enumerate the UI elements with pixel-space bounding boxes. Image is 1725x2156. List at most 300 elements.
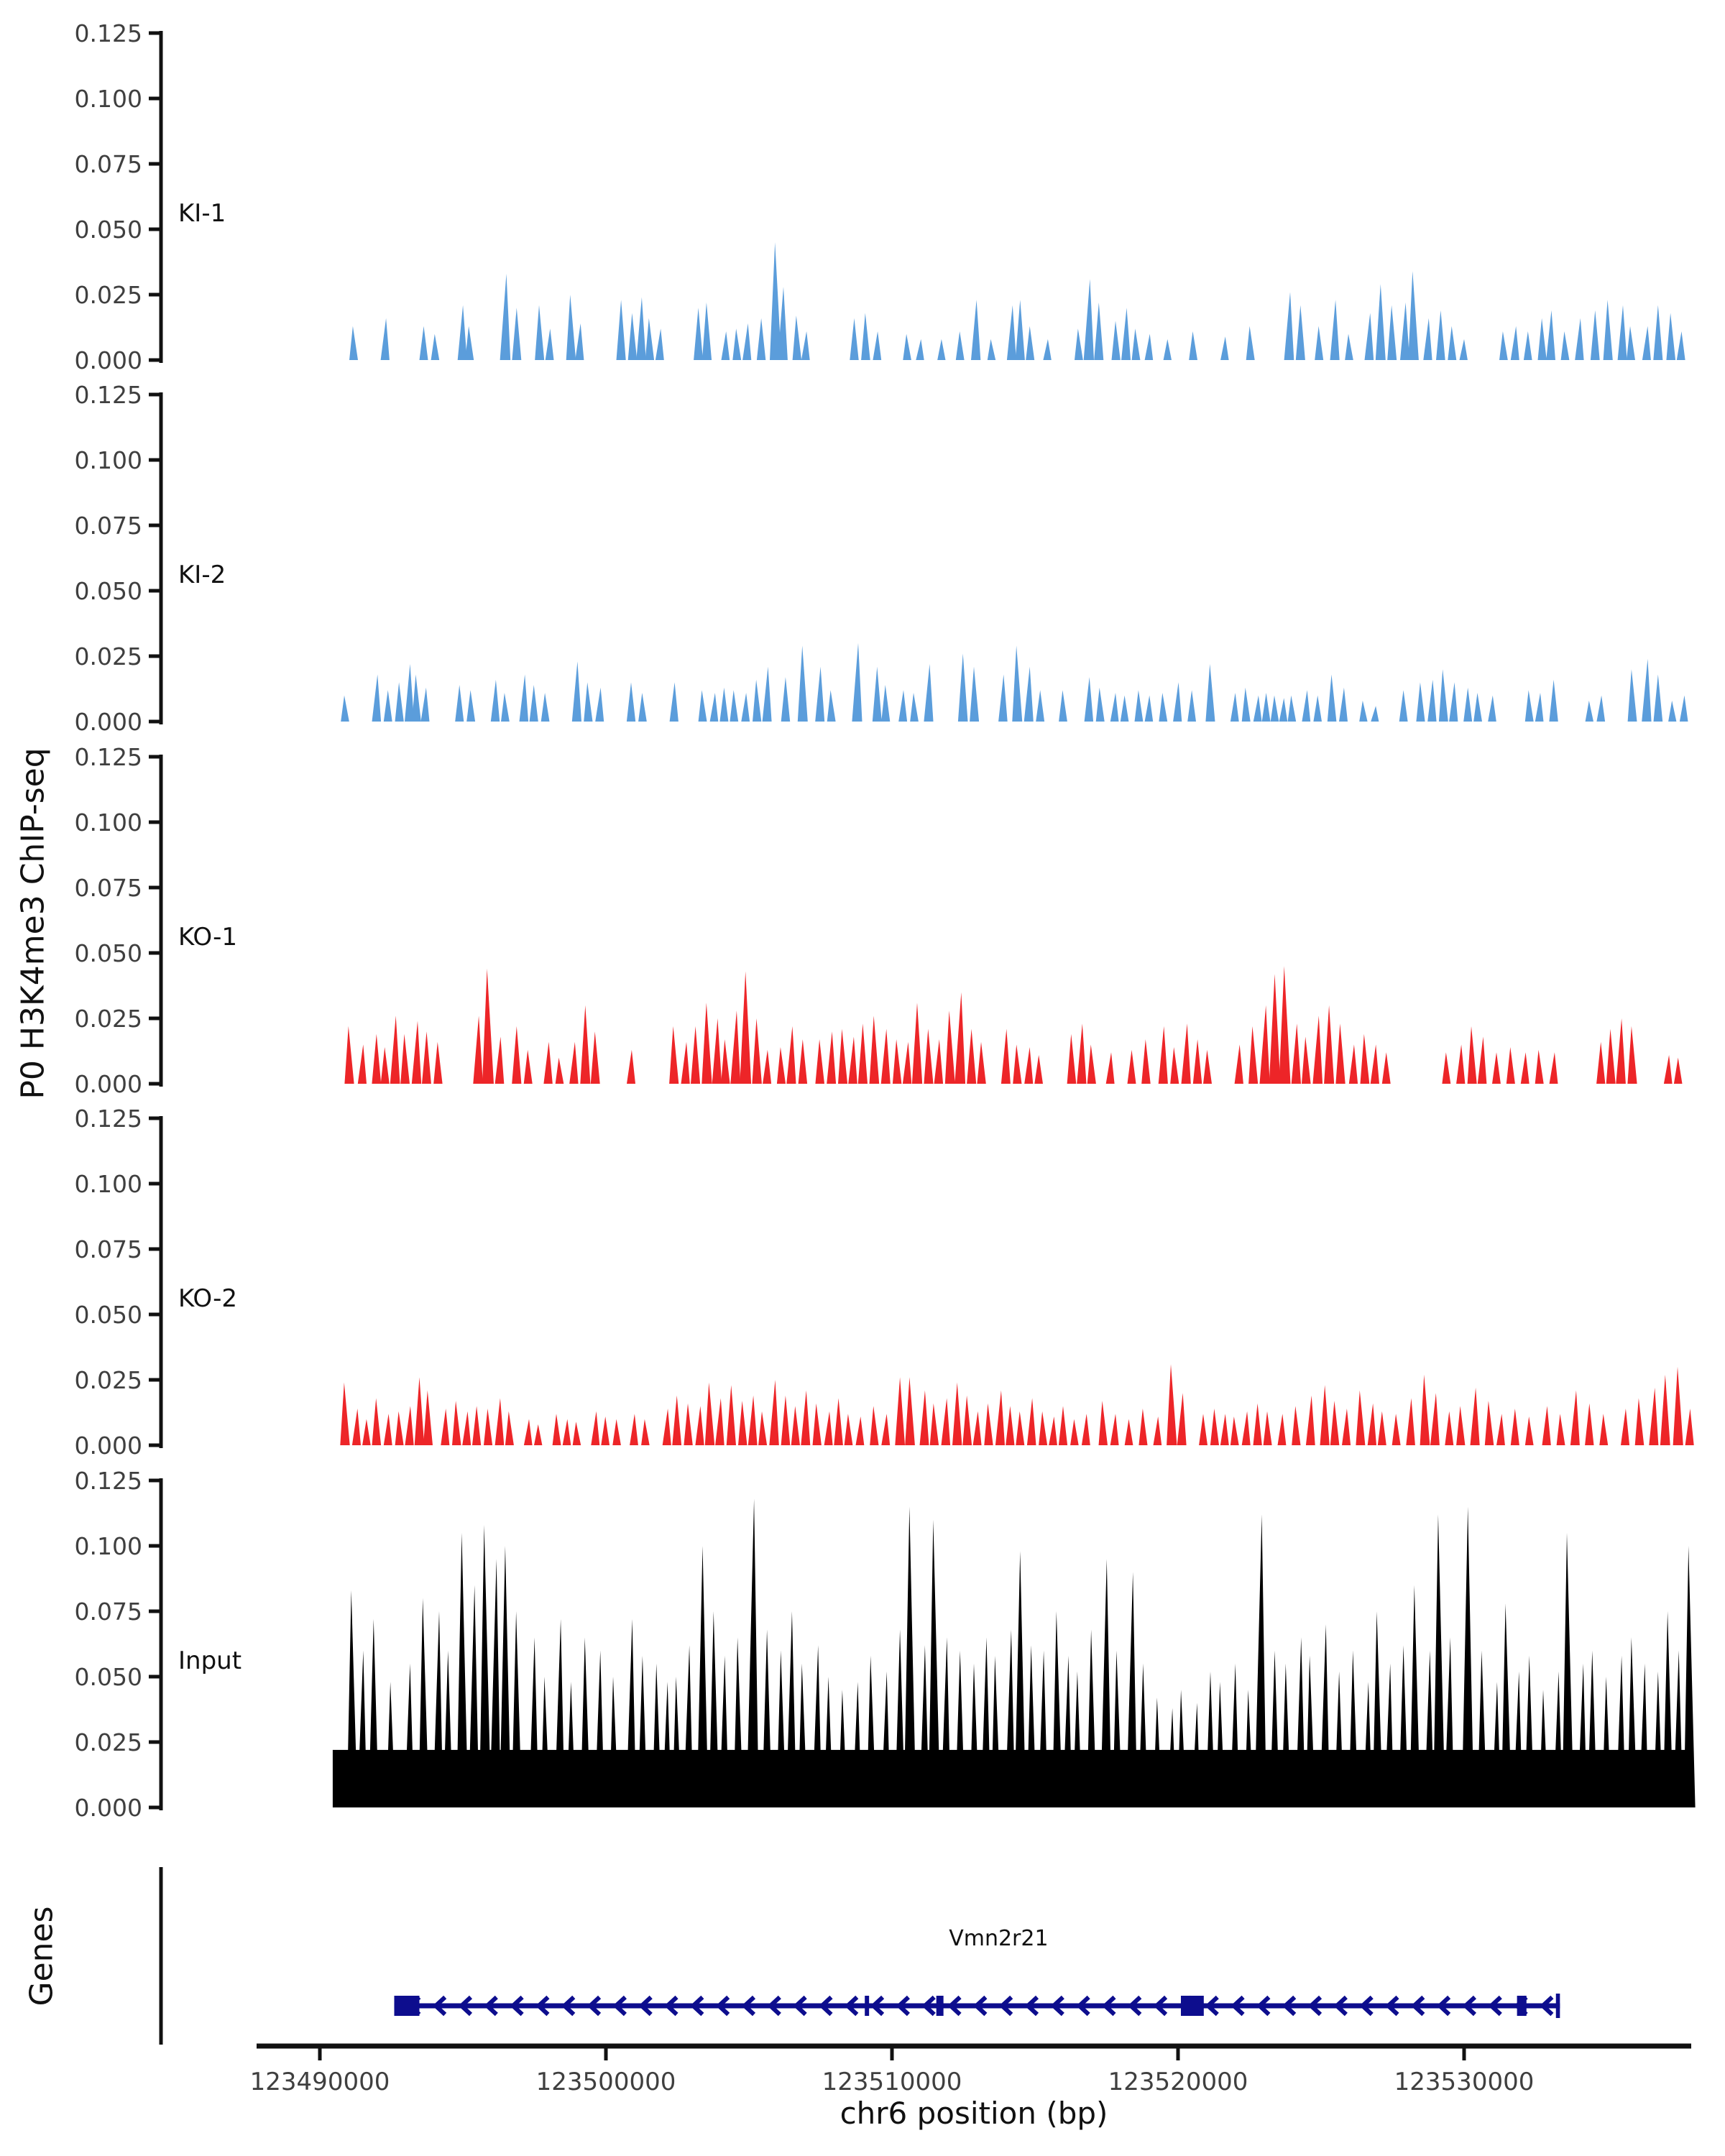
signal-peak [781,677,791,722]
y-tick-label: 0.100 [74,808,142,837]
signal-peak [827,1031,836,1084]
signal-peak [1546,310,1555,360]
signal-peak [1456,1406,1465,1445]
signal-peak [347,1590,358,1807]
signal-peak [1167,1364,1177,1445]
signal-peak [482,969,494,1084]
signal-peak [535,305,544,360]
y-tick-label: 0.000 [74,1070,142,1098]
signal-peak [1642,326,1651,360]
signal-peak [741,693,750,722]
signal-peak [1128,1050,1136,1084]
signal-peak [1110,693,1119,722]
signal-peak [1264,1411,1272,1445]
signal-peak [753,680,761,722]
gene-name-label: Vmn2r21 [949,1926,1049,1951]
signal-peak [958,653,968,722]
signal-peak [656,328,664,360]
signal-peak [1135,690,1144,722]
signal-peak [916,339,924,360]
signal-peak [719,1656,729,1807]
signal-peak [1084,279,1094,360]
signal-peak [1193,1039,1202,1084]
signal-peak [752,1018,762,1084]
signal-peak [1549,680,1558,722]
signal-peak [786,1611,796,1807]
signal-peak [812,1645,822,1807]
signal-peak [495,1037,505,1084]
signal-peak [710,693,719,722]
signal-peak [372,1034,381,1084]
signal-track-KI-1 [75,19,1685,374]
y-tick-label: 0.125 [74,381,142,409]
signal-peak [652,1664,661,1807]
signal-peak [1485,1401,1494,1445]
signal-peak [1330,300,1340,360]
signal-peak [575,323,584,360]
signal-peak [929,1520,941,1807]
signal-peak [1132,328,1141,360]
signal-peak [1588,1651,1597,1807]
signal-peak [1016,1411,1024,1445]
signal-peak [1254,1514,1266,1807]
signal-peak [1230,1416,1239,1445]
signal-peak [390,1015,400,1084]
signal-peak [1230,1664,1239,1807]
signal-peak [465,326,474,360]
signal-peak [645,318,654,360]
signal-peak [1254,1404,1262,1445]
signal-peak [546,328,554,360]
signal-peak [1210,1409,1219,1445]
signal-peak [776,1651,786,1807]
signal-peak [845,1414,853,1445]
signal-peak [1468,1026,1477,1084]
signal-peak [1005,1630,1015,1808]
signal-peak [742,323,751,360]
signal-peak [362,1419,371,1445]
signal-peak [1242,1411,1251,1445]
signal-peak [738,1401,748,1445]
signal-peak [1496,1414,1505,1445]
signal-peak [824,1677,833,1807]
signal-peak [1445,1411,1453,1445]
y-tick-label: 0.100 [74,446,142,474]
signal-peak [372,1399,382,1446]
signal-peak [824,1411,833,1445]
y-tick-label: 0.050 [74,939,142,967]
signal-peak [763,1050,771,1084]
signal-peak [500,1546,511,1807]
signal-peak [431,334,440,360]
signal-peak [1245,1690,1254,1807]
signal-peak [712,1018,722,1084]
signal-peak [672,1396,681,1445]
signal-peak [1492,1682,1501,1807]
signal-peak [1586,701,1593,722]
y-tick-label: 0.125 [74,743,142,771]
signal-peak [898,690,907,722]
signal-peak [341,696,349,722]
signal-peak [466,690,475,722]
signal-peak [573,1422,581,1445]
signal-peak [630,1414,638,1445]
signal-peak [791,1406,800,1445]
signal-peak [1596,1042,1605,1084]
signal-peak [1521,1052,1530,1084]
signal-peak [1027,1645,1037,1807]
exon-box [865,1996,869,2016]
signal-peak [1578,1664,1587,1807]
signal-peak [1106,1052,1115,1084]
signal-peak [838,1690,847,1807]
signal-peak [1173,682,1182,722]
signal-peak [1635,1399,1644,1446]
signal-peak [344,1026,354,1084]
y-tick-label: 0.050 [74,1663,142,1691]
signal-peak [1012,645,1022,722]
signal-peak [1312,1015,1322,1084]
signal-peak [1400,303,1409,360]
signal-peak [455,685,464,722]
signal-peak [1070,1419,1079,1445]
signal-peak [1182,1023,1191,1084]
signal-peak [1330,1401,1340,1445]
signal-peak [1460,339,1468,360]
signal-peak [1371,1044,1379,1084]
signal-peak [1348,1651,1358,1807]
signal-peak [534,1424,542,1445]
signal-peak [566,295,576,360]
signal-peak [484,1409,492,1445]
signal-peak [977,1042,985,1084]
signal-peak [381,1047,390,1084]
signal-peak [627,682,635,722]
y-tick-label: 0.050 [74,577,142,605]
signal-peak [1077,1023,1086,1084]
signal-peak [1599,1414,1608,1445]
signal-peak [418,1598,429,1807]
signal-peak [1059,690,1067,722]
signal-peak [1673,1651,1683,1807]
signal-peak [937,339,945,360]
signal-peak [1596,696,1605,722]
signal-peak [727,1385,736,1445]
signal-peak [1014,1551,1026,1807]
signal-peak [1027,1399,1036,1446]
signal-peak [1392,1414,1401,1445]
signal-peak [601,1416,610,1445]
signal-peak [423,1391,433,1445]
signal-peak [400,1034,410,1084]
signal-peak [405,1406,413,1445]
signal-peak [1492,1052,1501,1084]
signal-peak [1557,1414,1565,1445]
signal-peak [740,972,751,1084]
signal-peak [1001,1029,1011,1084]
signal-peak [905,1377,915,1445]
y-tick-label: 0.000 [74,1432,142,1460]
signal-peak [1006,1406,1014,1445]
signal-peak [1621,1409,1629,1445]
signal-peak [1674,1058,1683,1084]
signal-peak [500,274,511,360]
signal-peak [1154,1416,1162,1445]
signal-peak [702,1003,712,1084]
signal-peak [1164,339,1172,360]
signal-peak [684,1645,694,1807]
signal-peak [566,1682,576,1807]
signal-peak [580,1005,590,1084]
signal-peak [1677,331,1685,360]
signal-peak [1024,1047,1033,1084]
signal-peak [904,1506,916,1807]
signal-peak [543,1042,552,1084]
signal-peak [856,1416,865,1445]
signal-peak [1423,318,1432,360]
signal-peak [1306,1656,1315,1807]
signal-peak [984,1404,993,1445]
signal-peak [1039,1411,1047,1445]
signal-peak [563,1419,571,1445]
signal-peak [489,1559,501,1807]
signal-peak [1399,1645,1409,1807]
signal-peak [838,1029,847,1084]
signal-peak [1269,974,1281,1084]
signal-peak [1433,1514,1445,1807]
y-tick-label: 0.075 [74,1598,142,1626]
signal-peak [1653,1672,1662,1807]
y-tick-label: 0.050 [74,216,142,244]
y-tick-label: 0.075 [74,1235,142,1263]
signal-peak [1062,1656,1072,1807]
signal-peak [1561,331,1570,360]
signal-peak [384,690,392,722]
signal-peak [930,1404,939,1445]
signal-peak [1199,1414,1208,1445]
signal-peak [415,1377,425,1445]
signal-peak [1284,292,1294,360]
signal-peak [591,1411,599,1445]
signal-peak [1420,1375,1430,1445]
exon-box [937,1996,944,2016]
signal-peak [1288,696,1297,722]
signal-peak [952,1383,962,1445]
signal-peak [705,1383,714,1445]
y-tick-label: 0.000 [74,346,142,374]
signal-peak [1604,300,1613,360]
signal-peak [852,643,862,722]
signal-peak [1501,1603,1512,1807]
signal-peak [697,1546,709,1807]
x-axis [250,2046,1691,2096]
signal-peak [955,1651,965,1807]
signal-peak [1271,696,1279,722]
signal-peak [1525,690,1534,722]
signal-peak [732,328,741,360]
signal-peak [721,1039,730,1084]
signal-peak [1538,318,1547,360]
signal-peak [1585,1404,1593,1445]
y-tick-label: 0.100 [74,1532,142,1560]
signal-peak [1616,1018,1626,1084]
signal-peak [1425,1651,1434,1807]
signal-peak [1203,1050,1212,1084]
signal-peak [441,1409,449,1445]
signal-peak [1043,339,1051,360]
signal-peak [555,1619,565,1807]
signal-peak [1384,1664,1394,1807]
signal-peak [895,1630,905,1808]
signal-peak [702,303,712,360]
signal-peak [1591,310,1600,360]
signal-peak [1673,1367,1683,1445]
signal-peak [912,1003,922,1084]
signal-peak [553,1414,561,1445]
signal-peak [358,1044,367,1084]
signal-peak [1660,1375,1670,1445]
signal-peak [681,1042,690,1084]
signal-peak [1320,1624,1330,1807]
signal-peak [1513,1672,1522,1807]
signal-peak [1361,1034,1370,1084]
signal-peak [395,1411,404,1445]
signal-peak [1324,1005,1334,1084]
signal-peak [1399,690,1408,722]
signal-peak [1270,1651,1279,1807]
signal-peak [1445,1637,1455,1807]
x-tick-label: 123520000 [1108,2068,1248,2096]
signal-peak [669,1026,678,1084]
signal-peak [834,1399,843,1446]
signal-peak [1094,303,1103,360]
y-tick-label: 0.125 [74,1105,142,1133]
signal-peak [919,1645,929,1807]
signal-peak [988,339,995,360]
track-label-KI-2: KI-2 [178,561,226,589]
signal-peak [1159,1026,1168,1084]
signal-peak [793,315,802,360]
signal-peak [881,1672,891,1807]
signal-peak [1535,693,1544,722]
signal-peak [852,1682,862,1807]
signal-peak [973,1411,982,1445]
signal-peak [1570,1391,1580,1445]
signal-peak [1145,334,1154,360]
signal-peak [641,1419,650,1445]
signal-peak [1473,693,1482,722]
signal-peak [813,1404,822,1445]
signal-peak [524,1050,533,1084]
signal-peak [1511,1409,1519,1445]
y-tick-label: 0.125 [74,1467,142,1495]
signal-peak [638,693,647,722]
signal-peak [501,693,510,722]
signal-peak [452,1401,461,1445]
signal-peak [1125,1419,1133,1445]
signal-peak [1478,1037,1487,1084]
signal-peak [670,682,678,722]
signal-peak [1013,1044,1021,1084]
signal-peak [956,331,965,360]
signal-peak [491,680,500,722]
signal-peak [1488,696,1496,722]
signal-peak [1376,284,1386,360]
signal-track-Input [75,1467,1696,1822]
track-label-KO-2: KO-2 [178,1284,238,1313]
signal-peak [626,1619,636,1807]
signal-peak [945,1010,955,1084]
signal-peak [627,1050,635,1084]
signal-peak [395,682,404,722]
signal-peak [942,1399,951,1446]
signal-peak [1205,664,1215,722]
signal-peak [722,331,730,360]
signal-peak [971,300,980,360]
signal-peak [709,1611,719,1807]
signal-peak [433,1042,442,1084]
signal-peak [873,667,882,722]
signal-peak [1378,1411,1386,1445]
signal-peak [1649,1388,1658,1445]
signal-peak [848,1037,857,1084]
signal-peak [556,1058,564,1084]
signal-peak [1349,1044,1358,1084]
signal-peak [799,1039,808,1084]
signal-peak [867,1656,876,1807]
signal-peak [757,318,765,360]
signal-track-KO-1 [75,743,1683,1098]
y-tick-label: 0.025 [74,1728,142,1756]
signal-peak [1282,1664,1291,1807]
signal-peak [1026,326,1034,360]
signal-peak [1206,1672,1215,1807]
signal-peak [1296,1637,1306,1807]
signal-peak [970,1664,979,1807]
signal-peak [1408,271,1419,360]
signal-peak [520,675,529,722]
signal-peak [873,331,881,360]
signal-peak [924,664,933,722]
signal-peak [412,1021,421,1084]
signal-peak [540,1677,550,1807]
signal-peak [1235,1044,1243,1084]
signal-peak [595,688,604,722]
signal-peak [827,690,836,722]
signal-peak [524,1419,533,1445]
signal-peak [893,1039,902,1084]
signal-peak [1121,308,1131,360]
signal-peak [1616,1656,1626,1807]
signal-peak [903,1042,911,1084]
signal-peak [694,308,703,360]
signal-peak [1680,696,1688,722]
y-tick-label: 0.025 [74,1005,142,1033]
signal-peak [1602,1677,1611,1807]
signal-peak [1177,1393,1187,1445]
signal-peak [479,1525,492,1807]
signal-track-KI-2 [75,381,1688,736]
signal-peak [1639,1664,1648,1807]
signal-peak [1462,1506,1474,1807]
signal-peak [1036,690,1044,722]
track-label-KO-1: KO-1 [178,923,238,952]
signal-peak [1328,675,1337,722]
signal-peak [1506,1047,1515,1084]
signal-peak [1335,1672,1344,1807]
signal-peak [1663,1611,1673,1807]
y-tick-label: 0.075 [74,150,142,178]
